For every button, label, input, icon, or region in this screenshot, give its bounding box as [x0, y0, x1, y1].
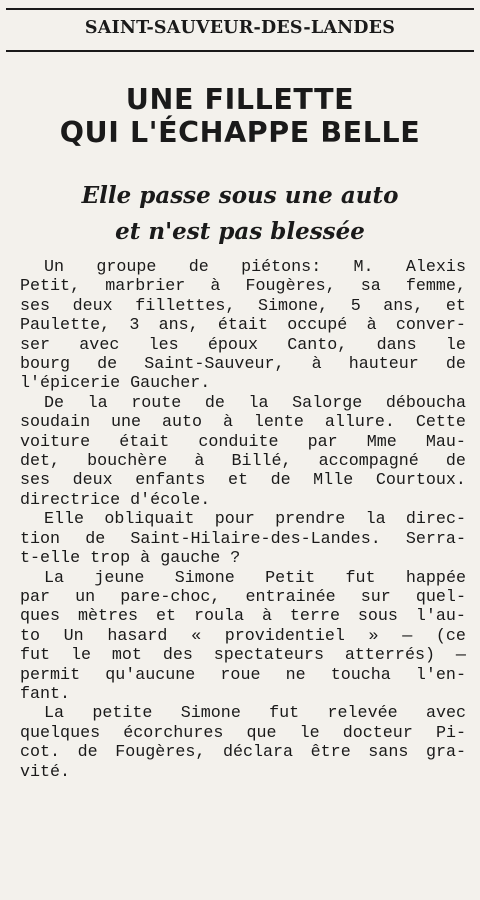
article-line: Petit, marbrier à Fougères, sa femme, — [20, 277, 466, 297]
top-rule — [6, 8, 474, 10]
article-line: t-elle trop à gauche ? — [20, 549, 241, 569]
article-line: Paulette, 3 ans, était occupé à conver- — [20, 316, 466, 336]
dateline-rule — [6, 50, 474, 52]
article-line: cot. de Fougères, déclara être sans gra- — [20, 743, 466, 763]
article-line: ser avec les époux Canto, dans le — [20, 335, 466, 355]
article-line: to Un hasard « providentiel » — (ce — [20, 626, 466, 646]
headline-line-1: UNE FILLETTE — [125, 83, 355, 116]
headline-line-2: QUI L'ÉCHAPPE BELLE — [59, 116, 421, 149]
subheadline-line-2: et n'est pas blessée — [115, 218, 365, 245]
article-line: ques mètres et roula à terre sous l'au- — [20, 607, 466, 627]
article-line: fut le mot des spectateurs atterrés) — — [20, 646, 466, 666]
article-line: Elle obliquait pour prendre la direc- — [44, 510, 466, 530]
article-line: fant. — [20, 684, 71, 704]
article-line: voiture était conduite par Mme Mau- — [20, 432, 466, 452]
article-line: det, bouchère à Billé, accompagné de — [20, 452, 466, 472]
article-line: quelques écorchures que le docteur Pi- — [20, 723, 466, 743]
article-line: soudain une auto à lente allure. Cette — [20, 413, 466, 433]
article-line: directrice d'école. — [20, 490, 211, 510]
article-line: La petite Simone fut relevée avec — [44, 704, 466, 724]
article-line: vité. — [20, 762, 71, 782]
article-line: La jeune Simone Petit fut happée — [44, 568, 466, 588]
article-line: permit qu'aucune roue ne toucha l'en- — [20, 665, 466, 685]
article-line: bourg de Saint-Sauveur, à hauteur de — [20, 355, 466, 375]
article-line: par un pare-choc, entrainée sur quel- — [20, 587, 466, 607]
dateline: SAINT-SAUVEUR-DES-LANDES — [84, 18, 396, 38]
article-line: l'épicerie Gaucher. — [20, 374, 211, 394]
article-line: De la route de la Salorge déboucha — [44, 393, 466, 413]
article-line: Un groupe de piétons: M. Alexis — [44, 258, 466, 277]
article-line: tion de Saint-Hilaire-des-Landes. Serra- — [20, 529, 466, 549]
article-line: ses deux enfants et de Mlle Courtoux. — [20, 471, 466, 491]
article-body — [0, 258, 480, 782]
article-line: ses deux fillettes, Simone, 5 ans, et — [20, 296, 466, 316]
subheadline-line-1: Elle passe sous une auto — [81, 182, 399, 209]
